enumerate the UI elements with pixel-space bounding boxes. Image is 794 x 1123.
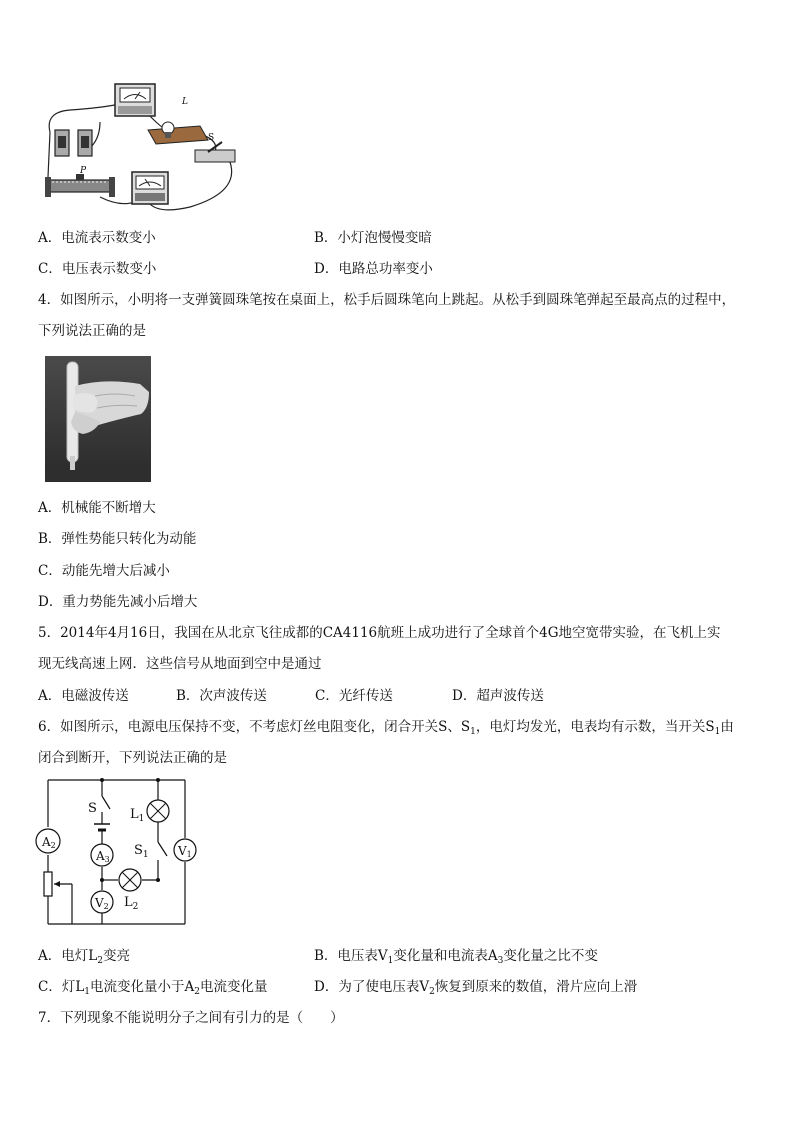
q3-option-c[interactable]: C．电压表示数变小: [38, 261, 157, 277]
q5-stem-line1: 5．2014年4月16日，我国在从北京飞往成都的CA4116航班上成功进行了全球首个4G地空宽带实验，在飞机上实: [38, 625, 721, 641]
pen-photo: [45, 356, 151, 482]
svg-text:A2: A2: [42, 835, 56, 850]
svg-text:A3: A3: [96, 849, 110, 864]
q6-option-c[interactable]: C．灯$L_1$电流变化量小于$A_2$电流变化量: [38, 979, 268, 997]
lamp-label: L: [182, 97, 188, 107]
q5-option-b[interactable]: B．次声波传送: [176, 688, 267, 704]
svg-text:V2: V2: [95, 896, 109, 911]
q5-option-d[interactable]: D．超声波传送: [452, 688, 544, 704]
switch-s-label: S: [88, 801, 97, 816]
q6-stem-line1: 6．如图所示，电源电压保持不变，不考虑灯丝电阻变化，闭合开关S、$S_1$，电灯均发光，电表均有示数，当开关$S_1$由: [38, 719, 734, 737]
q4-option-a[interactable]: A．机械能不断增大: [38, 500, 156, 516]
q6-circuit-diagram: [30, 772, 215, 932]
q5-option-c[interactable]: C．光纤传送: [315, 688, 393, 704]
meter-v2-label: V: [95, 896, 104, 910]
meter-a3-label: A: [96, 849, 105, 863]
q6-stem-line2: 闭合到断开，下列说法正确的是: [38, 750, 227, 766]
q4-stem-line2: 下列说法正确的是: [38, 323, 146, 339]
meter-a2-label: A: [42, 835, 51, 849]
q3-circuit-figure: [40, 82, 245, 217]
lamp-l1-label: L: [130, 807, 139, 822]
switch-s1-label: S: [134, 843, 143, 858]
svg-text:L1: $L_1$: [130, 807, 145, 824]
q5-stem-line2: 现无线高速上网．这些信号从地面到空中是通过: [38, 656, 322, 672]
slider-label: P: [80, 166, 87, 176]
q7-stem: 7．下列现象不能说明分子之间有引力的是（ ）: [38, 1010, 344, 1026]
q6-option-b[interactable]: B．电压表$V_1$变化量和电流表$A_3$变化量之比不变: [314, 948, 598, 966]
q3-option-a[interactable]: A．电流表示数变小: [38, 230, 156, 246]
svg-text:S1: $S_1$: [134, 843, 149, 860]
q4-stem-line1: 4．如图所示，小明将一支弹簧圆珠笔按在桌面上，松手后圆珠笔向上跳起。从松手到圆珠笔弹起至最高点的过程中，: [38, 292, 736, 308]
q4-option-d[interactable]: D．重力势能先减小后增大: [38, 594, 198, 610]
svg-text:L2: $L_2$: [124, 895, 139, 912]
meter-v1-label: V: [178, 844, 187, 858]
q3-option-b[interactable]: B．小灯泡慢慢变暗: [314, 230, 432, 246]
q6-option-d[interactable]: D．为了使电压表$V_2$恢复到原来的数值，滑片应向上滑: [314, 979, 638, 997]
q4-option-b[interactable]: B．弹性势能只转化为动能: [38, 531, 197, 547]
q4-option-c[interactable]: C．动能先增大后减小: [38, 563, 170, 579]
q3-option-d[interactable]: D．电路总功率变小: [314, 261, 433, 277]
lamp-l2-label: L: [124, 895, 133, 910]
switch-label: S: [208, 133, 215, 143]
q5-option-a[interactable]: A．电磁波传送: [38, 688, 129, 704]
svg-text:V1: V1: [178, 844, 192, 859]
q6-option-a[interactable]: A．电灯$L_2$变亮: [38, 948, 130, 966]
